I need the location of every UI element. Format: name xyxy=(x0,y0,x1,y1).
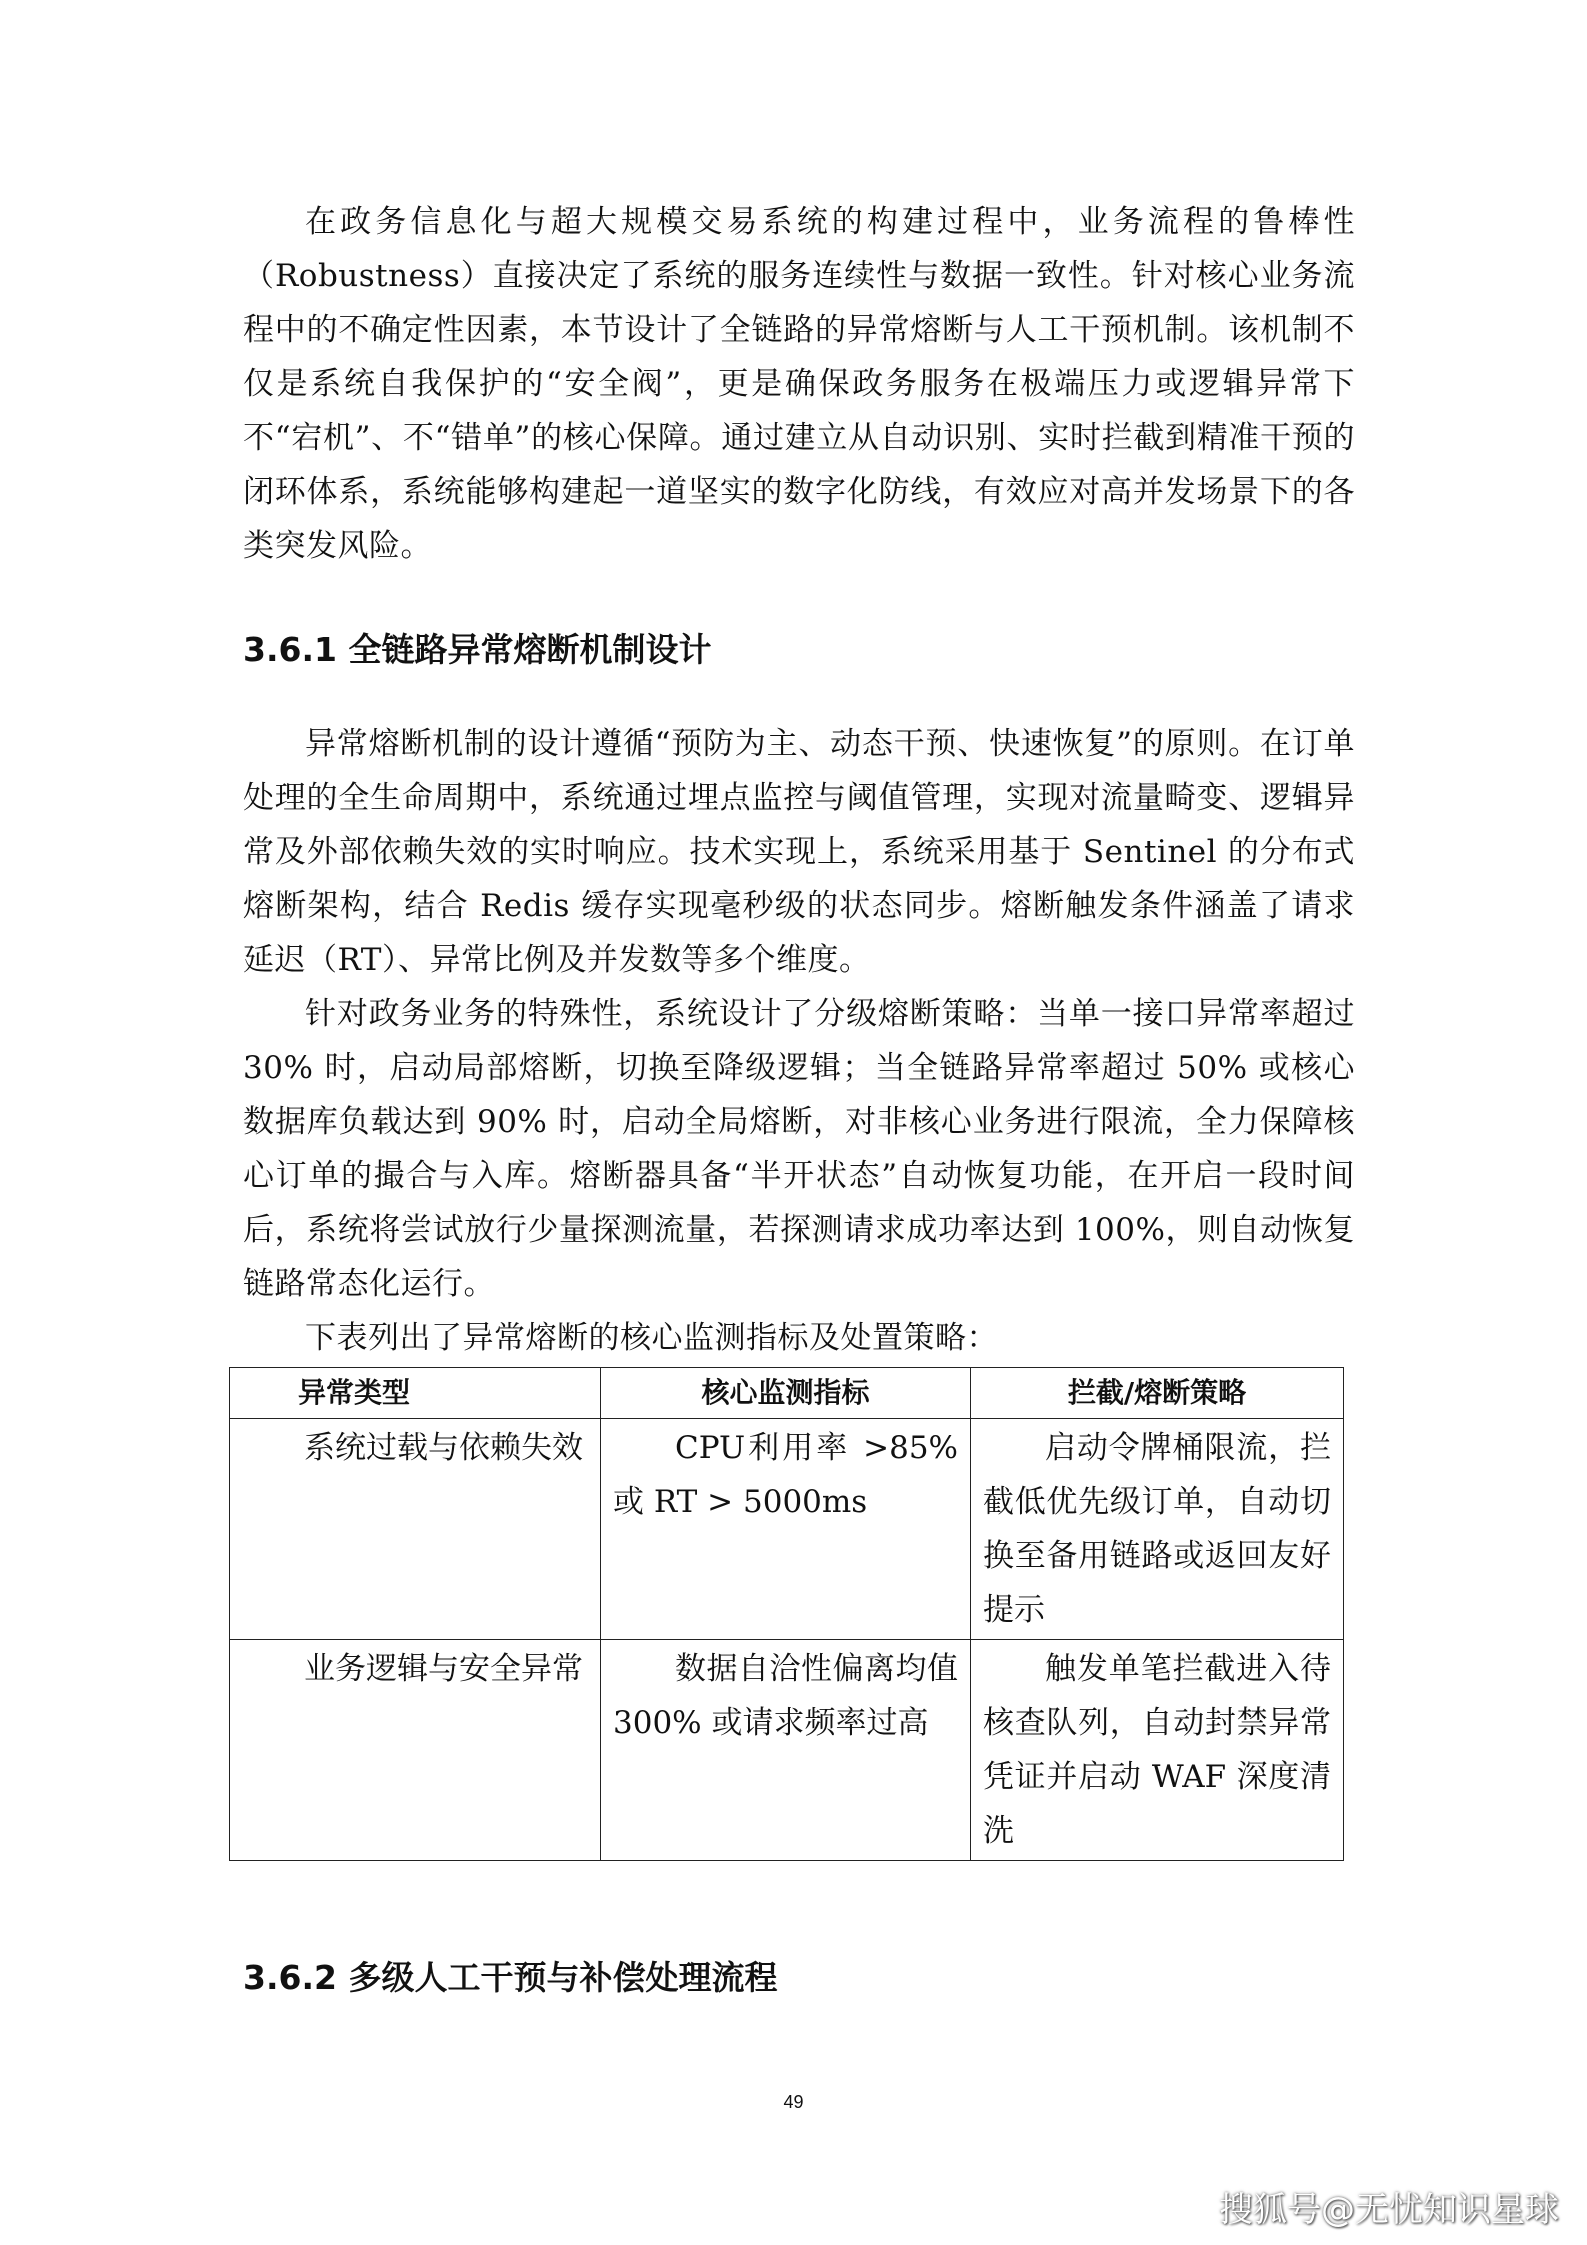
table-header-row xyxy=(230,1368,1344,1419)
table-row xyxy=(230,1419,1344,1640)
section-paragraph-1: 异常熔断机制的设计遵循“预防为主、动态干预、快速恢复”的原则。在订单处理的全生命周期中，系统通过埋点监控与阈值管理，实现对流量畸变、逻辑异常及外部依赖失效的实时响应。技术实现上，系统采用基于 Sentinel 的分布式熔断架构，结合 Redis 缓存实现毫秒级的状态同步。熔断触发条件涵盖了请求延迟（RT）、异常比例及并发数等多个维度。 xyxy=(243,726,1355,978)
watermark: 搜狐号@无忧知识星球 xyxy=(1219,2190,1559,2230)
section-heading-3-6-2: 3.6.2 多级人工干预与补偿处理流程 xyxy=(243,1958,778,1997)
table-cell: 数据自洽性偏离均值 300% 或请求频率过高 xyxy=(601,1640,971,1861)
section-heading-3-6-1: 3.6.1 全链路异常熔断机制设计 xyxy=(243,630,712,669)
page-content xyxy=(243,195,1355,2045)
monitoring-table xyxy=(229,1367,1344,1861)
section-paragraph-2: 针对政务业务的特殊性，系统设计了分级熔断策略：当单一接口异常率超过 30% 时，启动局部熔断，切换至降级逻辑；当全链路异常率超过 50% 或核心数据库负载达到 90% 时，启动全局熔断，对非核心业务进行限流，全力保障核心订单的撮合与入库。熔断器具备“半开状态”自动恢复功能，在开启一段时间后，系统将尝试放行少量探测流量，若探测请求成功率达到 100%，则自动恢复链路常态化运行。 xyxy=(243,996,1355,1302)
table-header-cell: 异常类型 xyxy=(230,1368,601,1419)
table-cell: 启动令牌桶限流，拦截低优先级订单，自动切换至备用链路或返回友好提示 xyxy=(971,1419,1344,1640)
table-header-cell: 核心监测指标 xyxy=(601,1368,971,1419)
table-header-cell: 拦截/熔断策略 xyxy=(971,1368,1344,1419)
table-row xyxy=(230,1640,1344,1861)
table-cell: 触发单笔拦截进入待核查队列，自动封禁异常凭证并启动 WAF 深度清洗 xyxy=(971,1640,1344,1861)
table-cell: CPU利用率 >85% 或 RT > 5000ms xyxy=(601,1419,971,1640)
page-number: 49 xyxy=(783,2092,804,2112)
table-cell: 业务逻辑与安全异常 xyxy=(230,1640,601,1861)
table-cell: 系统过载与依赖失效 xyxy=(230,1419,601,1640)
intro-paragraph: 在政务信息化与超大规模交易系统的构建过程中，业务流程的鲁棒性（Robustness）直接决定了系统的服务连续性与数据一致性。针对核心业务流程中的不确定性因素，本节设计了全链路的异常熔断与人工干预机制。该机制不仅是系统自我保护的“安全阀”，更是确保政务服务在极端压力或逻辑异常下不“宕机”、不“错单”的核心保障。通过建立从自动识别、实时拦截到精准干预的闭环体系，系统能够构建起一道坚实的数字化防线，有效应对高并发场景下的各类突发风险。 xyxy=(243,204,1355,564)
table-intro: 下表列出了异常熔断的核心监测指标及处置策略： xyxy=(305,1320,998,1356)
